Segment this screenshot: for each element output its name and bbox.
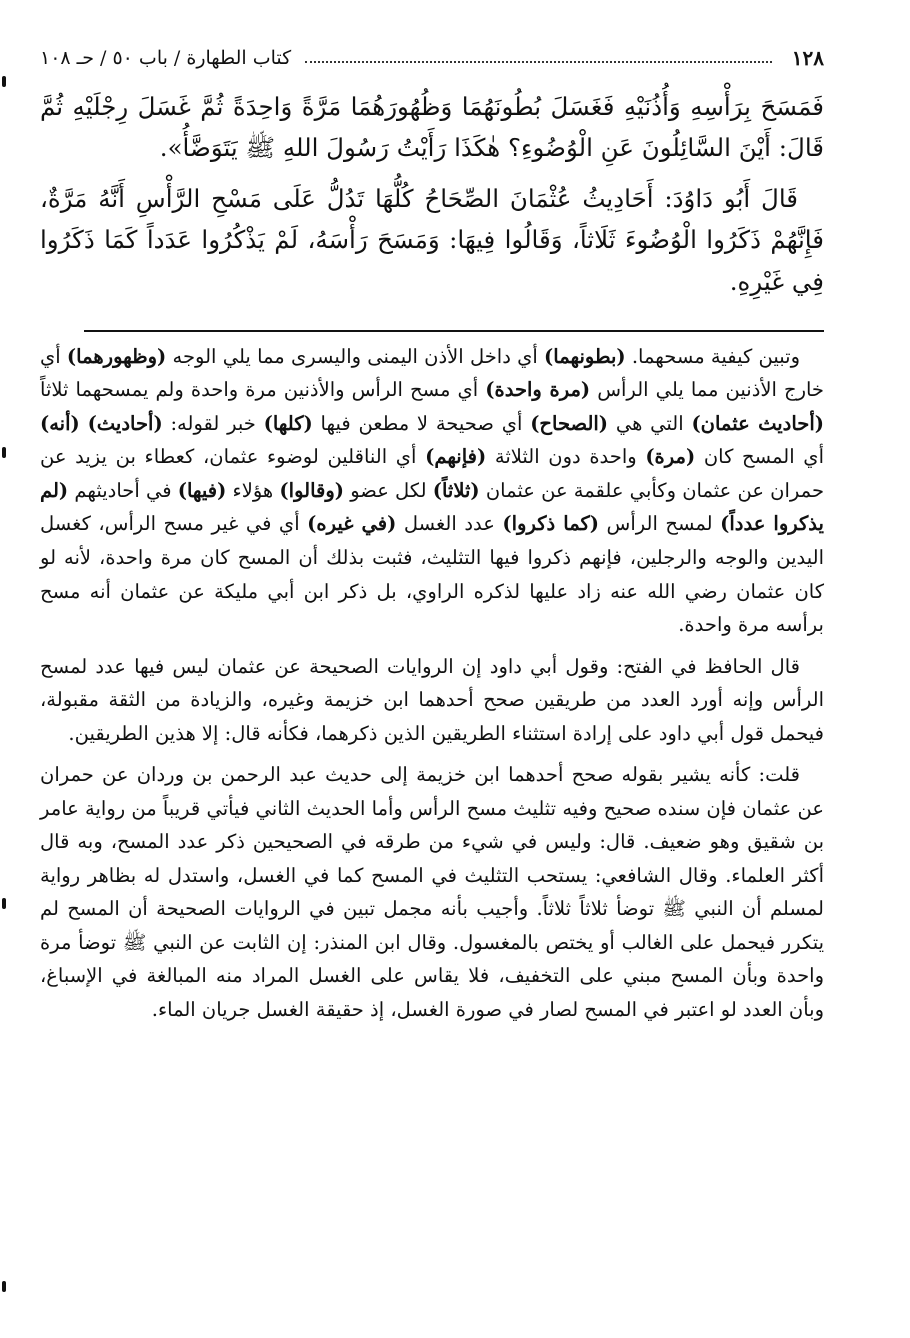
- commentary-keyword: (كلها): [263, 411, 313, 435]
- hadith-text: [40, 86, 824, 302]
- commentary-keyword: (فإنهم): [425, 445, 487, 469]
- margin-mark: [2, 1281, 6, 1292]
- commentary-text: أي مسح الرأس والأذنين مرة واحدة ولم يمسحهما ثلاثاً: [40, 378, 486, 402]
- margin-mark: [2, 76, 6, 87]
- commentary-text: وتبين كيفية مسحهما.: [625, 344, 800, 368]
- commentary-paragraph: [40, 340, 824, 642]
- commentary-text: لمسح الرأس: [599, 512, 721, 536]
- header-dotted-leader: [305, 61, 772, 63]
- commentary-keyword: (كما ذكروا): [502, 512, 600, 536]
- abu-dawud-remark: قَالَ أَبُو دَاوُدَ: أَحَادِيثُ عُثْمَانَ الصِّحَاحُ كُلُّهَا تَدُلُّ عَلَى مَسْحِ الرَّأْسِ أَنَّهُ مَرَّةٌ، فَإِنَّهُمْ ذَكَرُوا الْوُضُوءَ ثَلَاثاً، وَقَالُوا فِيهَا: وَمَسَحَ رَأْسَهُ، لَمْ يَذْكُرُوا عَدَداً كَمَا ذَكَرُوا فِي غَيْرِهِ.: [40, 184, 824, 296]
- hadith-paragraph: فَمَسَحَ بِرَأْسِهِ وَأُذُنَيْهِ فَغَسَلَ بُطُونَهُمَا وَظُهُورَهُمَا مَرَّةً وَاحِدَةً ثُمَّ غَسَلَ رِجْلَيْهِ ثُمَّ قَالَ: أَيْنَ السَّائِلُونَ عَنِ الْوُضُوءِ؟ هٰكَذَا رَأَيْتُ رَسُولَ اللهِ ﷺ يَتَوَضَّأُ».: [40, 92, 824, 163]
- commentary-text: أي المسح كان: [695, 445, 824, 469]
- book-page: [40, 28, 824, 1318]
- commentary-text: خبر لقوله:: [162, 411, 264, 435]
- page-number: ١٢٨: [791, 46, 824, 70]
- commentary-text: هؤلاء: [226, 478, 280, 502]
- commentary-keyword: (ثلاثاً): [432, 478, 480, 502]
- commentary-text: أي في غير مسح الرأس، كغسل اليدين والوجه والرجلين، فإنهم ذكروا فيها التثليث، فثبت بذلك أن المسح كان مرة واحدة، لأنه لو كان عثمان رضي الله عنه زاد عليها لذكره الراوي، بل ذكر ابن أبي مليكة عن عثمان أنه مسح برأسه مرة واحدة.: [40, 512, 824, 637]
- footnote-separator: [84, 330, 824, 332]
- commentary-text: عدد الغسل: [396, 512, 503, 536]
- commentary-keyword: (لم يذكروا عدداً): [40, 478, 824, 536]
- commentary-text: أي خارج الأذنين مما يلي الرأس: [40, 344, 824, 402]
- commentary-text: [80, 412, 88, 435]
- margin-mark: [2, 898, 6, 909]
- commentary-text: التي هي: [608, 411, 692, 435]
- commentary-keyword: (الصحاح): [530, 411, 609, 435]
- author-note-paragraph: قلت: كأنه يشير بقوله صحح أحدهما ابن خزيمة إلى حديث عبد الرحمن بن وردان عن حمران عن عثمان فإن سنده صحيح وفيه تثليث مسح الرأس وأما الحديث الثاني فيأتي قريباً من رواية عامر بن شقيق وهو ضعيف. قال: وليس في شيء من طرقه في الصحيحين ذكر عدد المسح، وبه قال أكثر العلماء. وقال الشافعي: يستحب التثليث في المسح كما في الغسل، واستدل له بظاهر رواية لمسلم أن النبي ﷺ توضأ ثلاثاً ثلاثاً. وأجيب بأنه مجمل تبين في الروايات الصحيحة أن المسح لم يتكرر فيحمل على الغالب أو يختص بالمغسول. وقال ابن المنذر: إن الثابت عن النبي ﷺ توضأ مرة واحدة وبأن المسح مبني على التخفيف، فلا يقاس على الغسل المراد منه المبالغة في الإسباغ، وبأن العدد لو اعتبر في المسح لصار في صورة الغسل، إذ حقيقة الغسل جريان الماء.: [40, 763, 824, 1021]
- margin-mark: [2, 447, 6, 458]
- commentary-keyword: (بطونهما): [544, 344, 626, 368]
- commentary-text: واحدة دون الثلاثة: [486, 445, 646, 469]
- commentary-text: لكل عضو: [344, 478, 433, 502]
- commentary-keyword: (وقالوا): [279, 478, 344, 502]
- commentary-keyword: (أحاديث): [87, 411, 163, 435]
- fath-quote-paragraph: قال الحافظ في الفتح: وقول أبي داود إن الروايات الصحيحة عن عثمان ليس فيها عدد لمسح الرأس وإنه أورد العدد من طريقين صحح أحدهما ابن خزيمة وغيره، والزيادة من الثقة مقبولة، فيحمل قول أبي داود على إرادة استثناء الطريقين الذين ذكرهما، فكأنه قال: إلا هذين الطريقين.: [40, 654, 824, 745]
- commentary: [40, 340, 824, 1027]
- commentary-keyword: (أنه): [40, 411, 80, 435]
- commentary-text: أي داخل الأذن اليمنى واليسرى مما يلي الوجه: [166, 344, 545, 368]
- commentary-keyword: (فيها): [177, 478, 227, 502]
- commentary-text: أي الناقلين لوضوء عثمان، كعطاء بن يزيد عن حمران عن عثمان وكأبي علقمة عن عثمان: [40, 445, 824, 502]
- commentary-keyword: (مرة): [645, 445, 696, 469]
- commentary-text: أي صحيحة لا مطعن فيها: [312, 411, 531, 435]
- running-title: كتاب الطهارة / باب ٥٠ / حـ ١٠٨: [40, 47, 292, 69]
- commentary-text: في أحاديثهم: [68, 478, 178, 502]
- commentary-keyword: (وظهورهما): [66, 344, 167, 368]
- commentary-keyword: (أحاديث عثمان): [691, 411, 824, 435]
- commentary-keyword: (في غيره): [307, 512, 397, 536]
- commentary-keyword: (مرة واحدة): [485, 378, 591, 402]
- page-header: [40, 28, 824, 68]
